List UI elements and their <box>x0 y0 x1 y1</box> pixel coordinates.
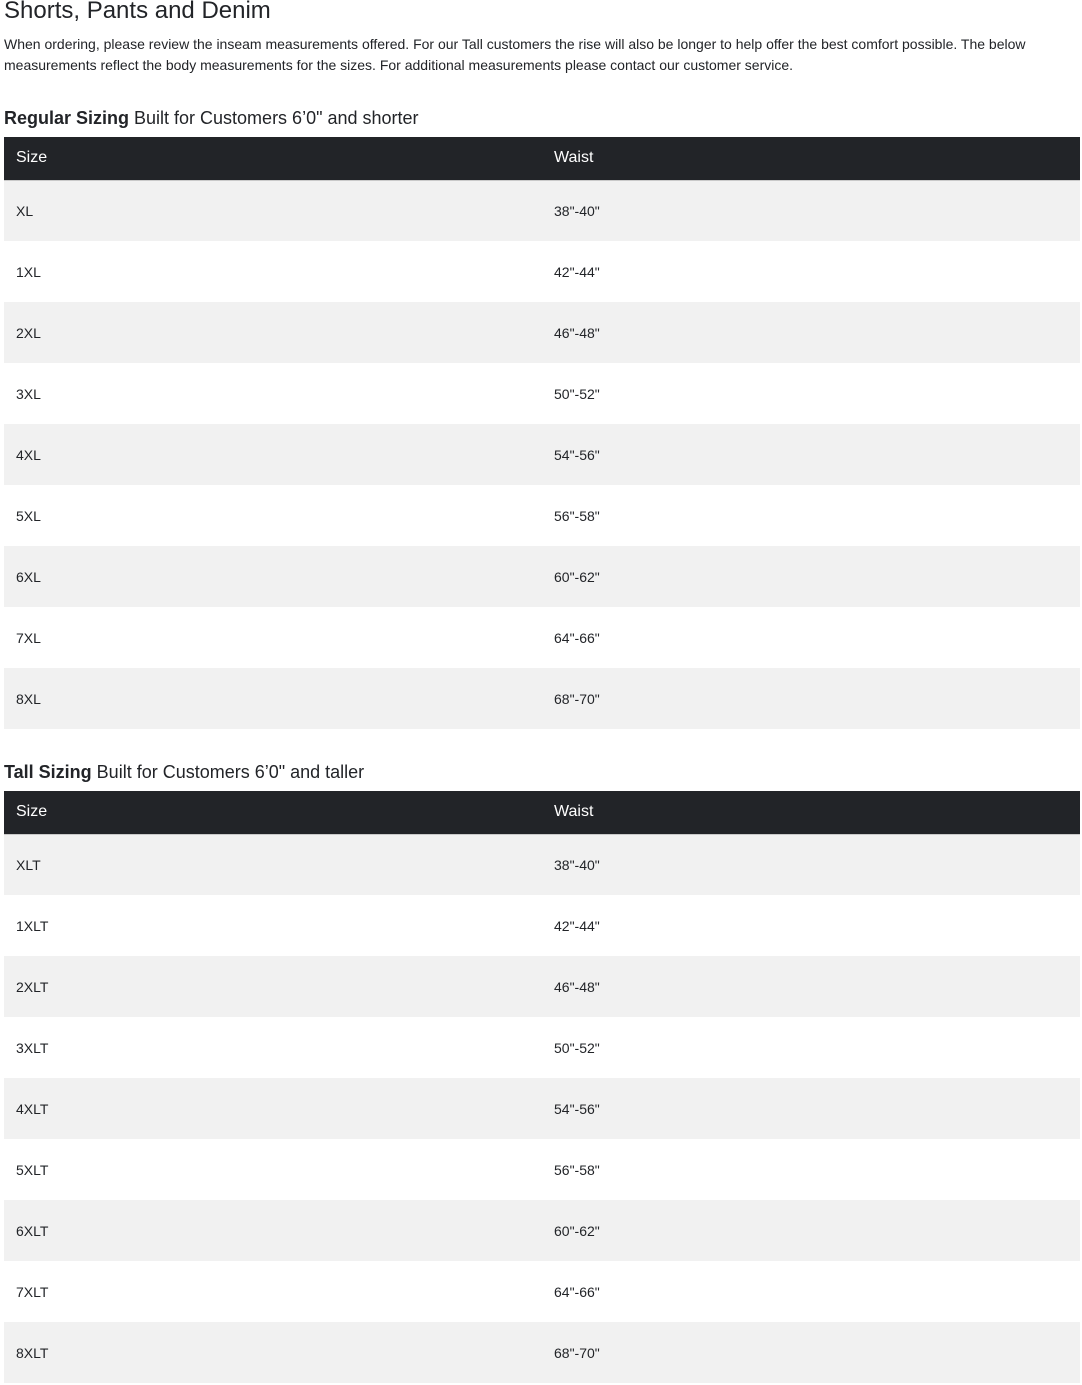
regular-sizing-heading <box>4 106 419 130</box>
size-cell: 1XLT <box>4 895 542 956</box>
table-row <box>4 1078 1080 1139</box>
table-row <box>4 607 1080 668</box>
table-row <box>4 1139 1080 1200</box>
tall-size-table <box>4 791 1080 1383</box>
waist-cell: 54"-56" <box>542 424 1080 485</box>
size-cell: 3XLT <box>4 1017 542 1078</box>
size-cell: 5XLT <box>4 1139 542 1200</box>
waist-cell: 64"-66" <box>542 607 1080 668</box>
table-header-row <box>4 137 1080 180</box>
regular-sizing-heading-bold: Regular Sizing <box>4 108 130 128</box>
waist-cell: 54"-56" <box>542 1078 1080 1139</box>
column-header-waist: Waist <box>542 137 1080 180</box>
waist-cell: 60"-62" <box>542 1200 1080 1261</box>
waist-cell: 38"-40" <box>542 180 1080 241</box>
size-cell: 7XLT <box>4 1261 542 1322</box>
table-row <box>4 668 1080 729</box>
size-cell: 3XL <box>4 363 542 424</box>
table-row <box>4 302 1080 363</box>
waist-cell: 50"-52" <box>542 1017 1080 1078</box>
table-row <box>4 956 1080 1017</box>
waist-cell: 68"-70" <box>542 1322 1080 1383</box>
table-row <box>4 895 1080 956</box>
table-row <box>4 180 1080 241</box>
column-header-size: Size <box>4 791 542 834</box>
tall-sizing-heading-note: Built for Customers 6’0" and taller <box>91 762 365 782</box>
size-cell: 6XLT <box>4 1200 542 1261</box>
waist-cell: 46"-48" <box>542 956 1080 1017</box>
intro-paragraph: When ordering, please review the inseam measurements offered. For our Tall customers the rise will also be longer to help offer the best comfort possible. The below measurements reflect the body measurements for the sizes. For additional measurements please contact our customer service. <box>4 36 1026 73</box>
waist-cell: 38"-40" <box>542 834 1080 895</box>
waist-cell: 56"-58" <box>542 1139 1080 1200</box>
waist-cell: 64"-66" <box>542 1261 1080 1322</box>
table-row <box>4 546 1080 607</box>
page-title: Shorts, Pants and Denim <box>4 0 271 24</box>
waist-cell: 46"-48" <box>542 302 1080 363</box>
size-cell: 4XLT <box>4 1078 542 1139</box>
table-row <box>4 363 1080 424</box>
size-cell: XLT <box>4 834 542 895</box>
waist-cell: 42"-44" <box>542 895 1080 956</box>
table-row <box>4 1017 1080 1078</box>
table-row <box>4 834 1080 895</box>
tall-sizing-heading-bold: Tall Sizing <box>4 762 92 782</box>
size-cell: 4XL <box>4 424 542 485</box>
table-row <box>4 424 1080 485</box>
table-row <box>4 1261 1080 1322</box>
column-header-size: Size <box>4 137 542 180</box>
tall-sizing-heading <box>4 760 364 784</box>
table-row <box>4 485 1080 546</box>
regular-size-table <box>4 137 1080 729</box>
size-cell: 5XL <box>4 485 542 546</box>
table-header-row <box>4 791 1080 834</box>
size-cell: XL <box>4 180 542 241</box>
table-row <box>4 241 1080 302</box>
table-row <box>4 1200 1080 1261</box>
table-row <box>4 1322 1080 1383</box>
size-cell: 2XL <box>4 302 542 363</box>
size-cell: 7XL <box>4 607 542 668</box>
waist-cell: 68"-70" <box>542 668 1080 729</box>
waist-cell: 42"-44" <box>542 241 1080 302</box>
column-header-waist: Waist <box>542 791 1080 834</box>
waist-cell: 50"-52" <box>542 363 1080 424</box>
waist-cell: 56"-58" <box>542 485 1080 546</box>
waist-cell: 60"-62" <box>542 546 1080 607</box>
size-cell: 2XLT <box>4 956 542 1017</box>
size-cell: 8XL <box>4 668 542 729</box>
size-cell: 6XL <box>4 546 542 607</box>
size-cell: 1XL <box>4 241 542 302</box>
regular-sizing-heading-note: Built for Customers 6’0" and shorter <box>129 108 419 128</box>
size-cell: 8XLT <box>4 1322 542 1383</box>
